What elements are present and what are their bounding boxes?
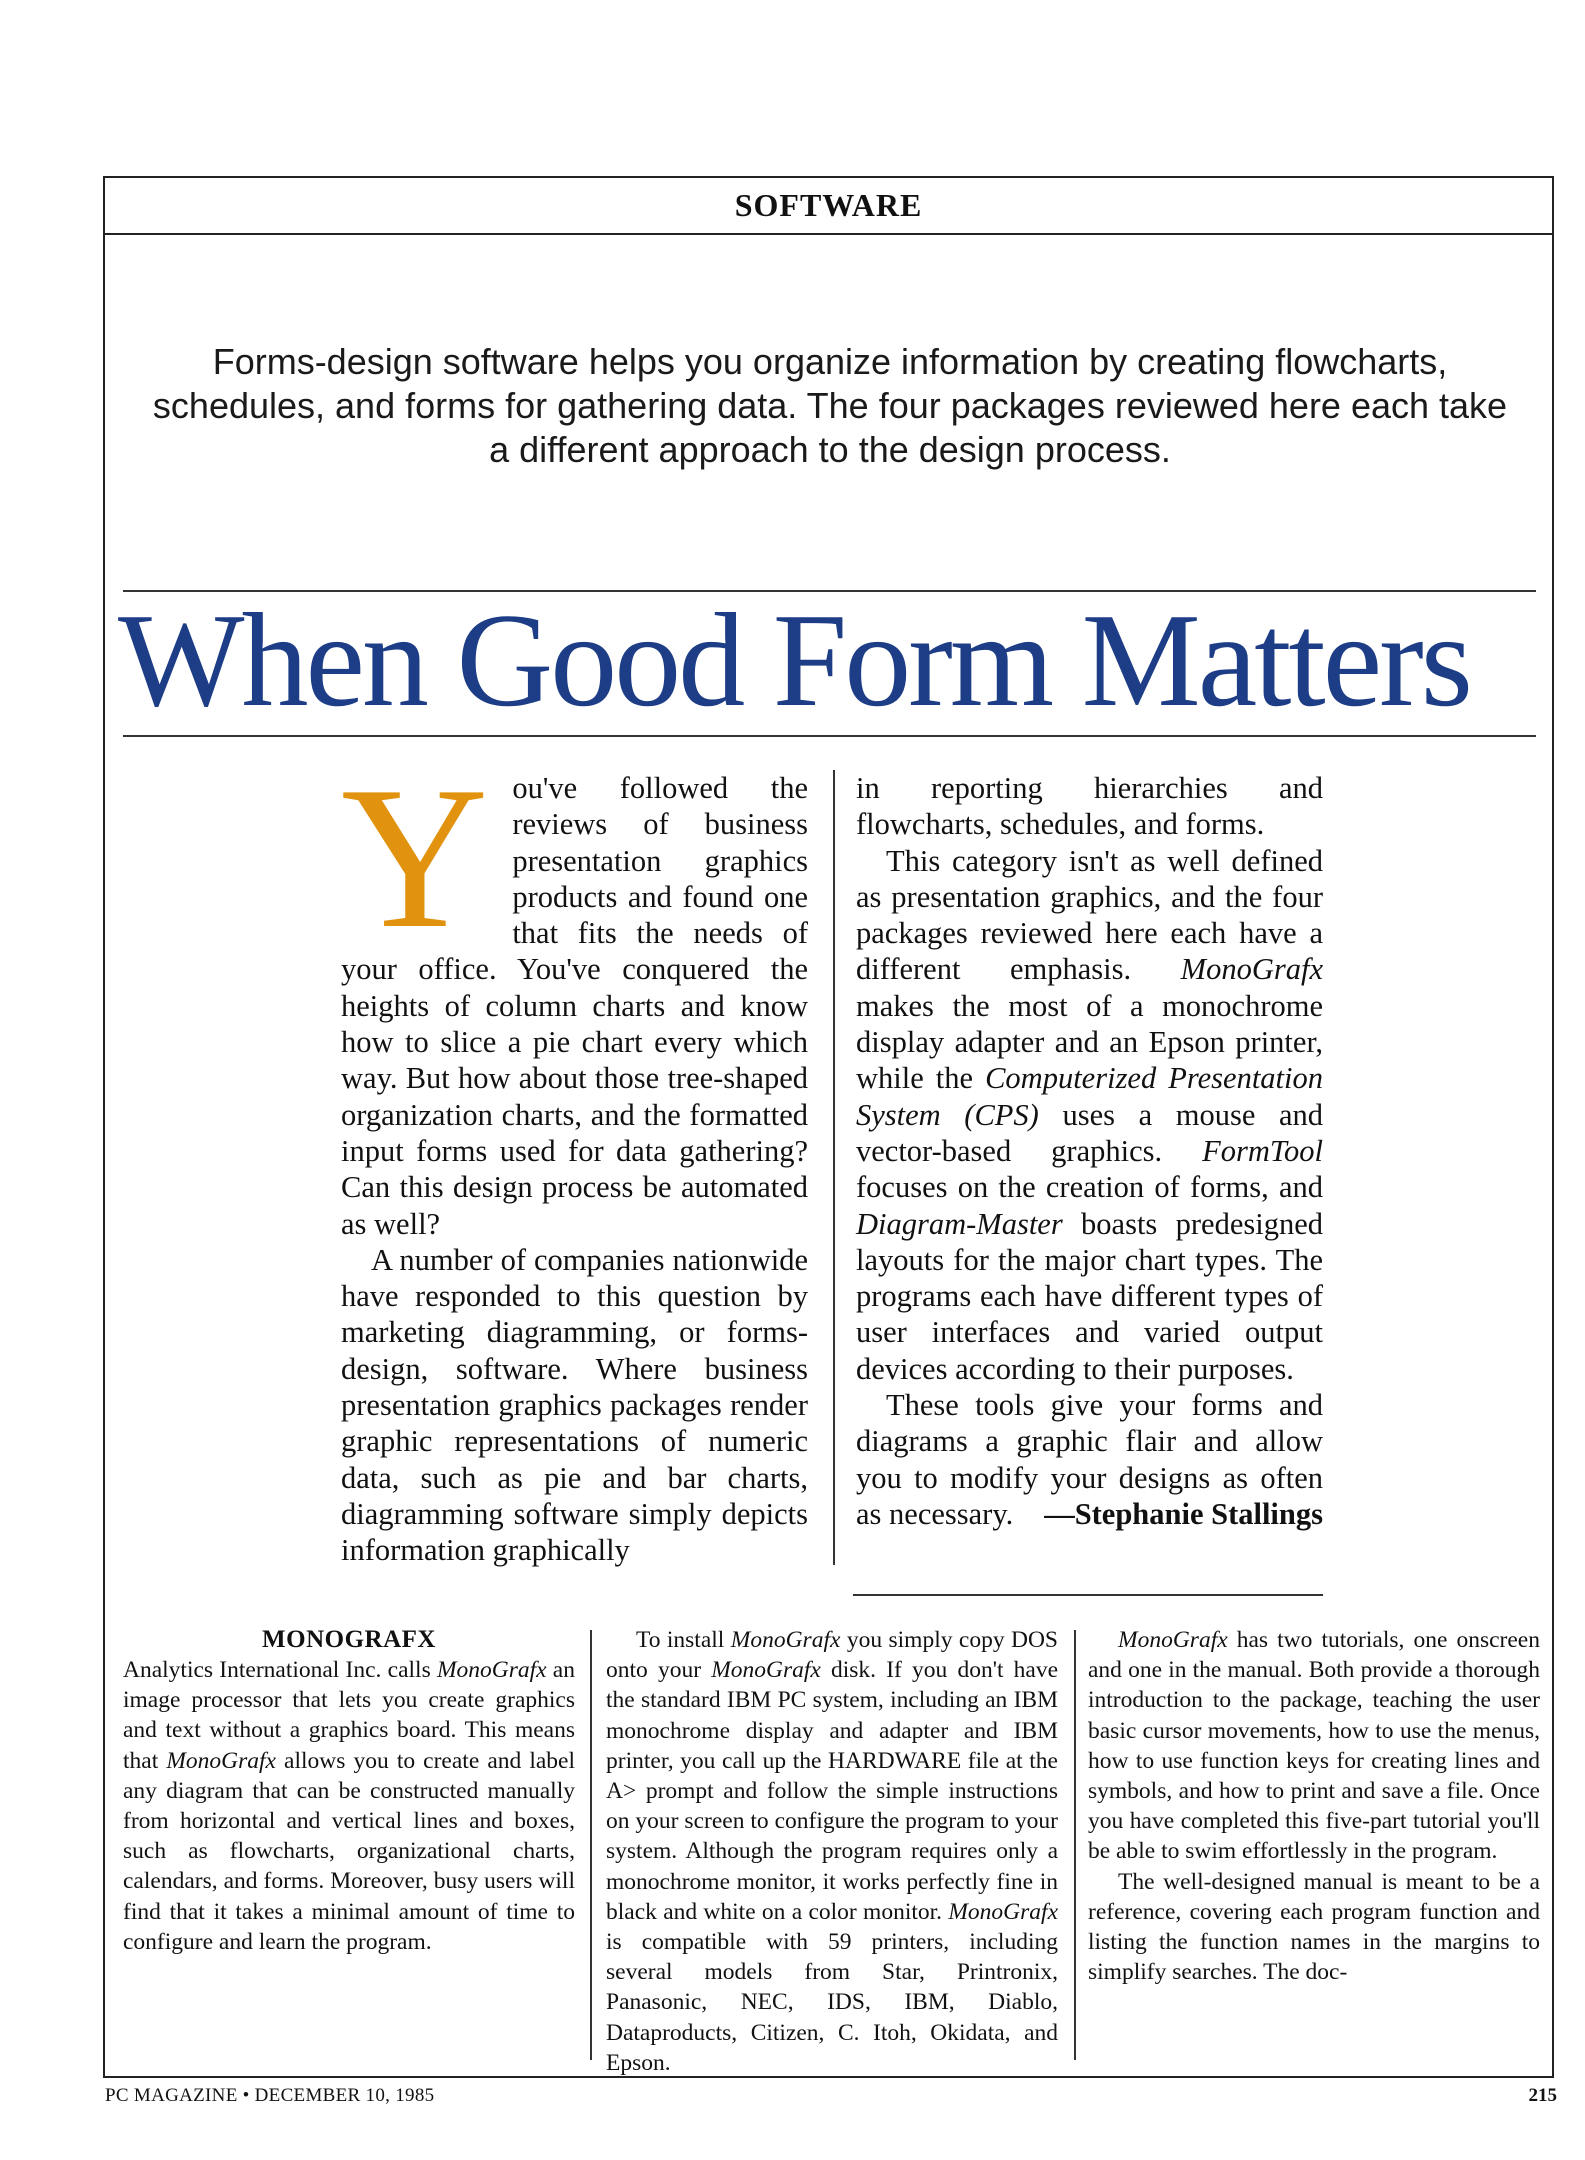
- intro-column-2: [856, 770, 1323, 1532]
- intro-paragraph-2: A number of companies nationwide have responded to this question by marketing diagramming, or forms-design, software. Where business presentation graphics packages render graphic representations of numeric data, such as pie and bar charts, diagramming software simply depicts information graphically: [341, 1242, 808, 1568]
- drop-cap: Y: [341, 745, 489, 971]
- body-paragraph-4: The well-designed manual is meant to be a reference, covering each program function and listing the function names in the margins to simplify searches. The doc-: [1088, 1868, 1540, 1986]
- body-divider-1: [590, 1630, 592, 2060]
- body-paragraph-3: MonoGrafx has two tutorials, one onscreen and one in the manual. Both provide a thorough introduction to the package, teaching the user basic cursor movements, how to use the menus, how to use function keys for creating lines and symbols, and how to print and save a file. Once you have completed this five-part tutorial you'll be able to swim effortlessly in the program.: [1088, 1627, 1540, 1865]
- intro-paragraph-3: in reporting hierarchies and flowcharts, schedules, and forms.: [856, 771, 1323, 842]
- body-column-1: [123, 1625, 575, 1957]
- intro-end-rule: [853, 1594, 1323, 1596]
- footer-publication: PC MAGAZINE • DECEMBER 10, 1985: [105, 2085, 435, 2106]
- body-paragraph-1: Analytics International Inc. calls MonoGrafx an image processor that lets you create graphics and text without a graphics board. This means that MonoGrafx allows you to create and label any diagram that can be constructed manually from horizontal and vertical lines and boxes, such as flowcharts, organizational charts, calendars, and forms. Moreover, busy users will find that it takes a minimal amount of time to configure and learn the program.: [123, 1657, 575, 1955]
- article-headline: When Good Form Matters: [118, 586, 1470, 734]
- body-column-3: [1088, 1625, 1540, 1987]
- article-deck: Forms-design software helps you organize information by creating flowcharts, schedules, and forms for gathering data. The four packages reviewed here each take a different approach to the design process.: [152, 341, 1508, 470]
- headline-bottom-rule: [123, 735, 1536, 737]
- intro-column-1: [341, 745, 808, 1569]
- page-number: 215: [1528, 2085, 1557, 2106]
- body-column-2: [606, 1625, 1058, 2078]
- body-divider-2: [1074, 1630, 1076, 2060]
- intro-column-divider: [833, 770, 835, 1565]
- body-paragraph-2: To install MonoGrafx you simply copy DOS onto your MonoGrafx disk. If you don't have the standard IBM PC system, including an IBM monochrome display and adapter and IBM printer, you call up the HARDWARE file at the A> prompt and follow the simple instructions on your screen to configure the program to your system. Although the program requires only a monochrome monitor, it works perfectly fine in black and white on a color monitor. MonoGrafx is compatible with 59 printers, including several models from Star, Printronix, Panasonic, NEC, IDS, IBM, Diablo, Dataproducts, Citizen, C. Itoh, Okidata, and Epson.: [606, 1627, 1058, 2076]
- section-label: SOFTWARE: [105, 178, 1552, 235]
- intro-paragraph-1: You've followed the reviews of business presentation graphics products and found one that fits the needs of your office. You've conquered the heights of column charts and know how to slice a pie chart every which way. But how about those tree-shaped organization charts, and the formatted input forms used for data gathering? Can this design process be automated as well?: [341, 745, 808, 1241]
- section-subhead: MONOGRAFX: [262, 1626, 436, 1653]
- intro-paragraph-4: This category isn't as well defined as presentation graphics, and the four packages reviewed here each have a different emphasis. MonoGrafx makes the most of a monochrome display adapter and an Epson printer, while the Computerized Presentation System (CPS) uses a mouse and vector-based graphics. FormTool focuses on the creation of forms, and Diagram-Master boasts predesigned layouts for the major chart types. The programs each have different types of user interfaces and varied output devices according to their purposes.: [856, 843, 1324, 1386]
- byline: —Stephanie Stallings: [1044, 1496, 1323, 1531]
- intro-paragraph-5: These tools give your forms and diagrams a graphic flair and allow you to modify your designs as often as necessary. —Stephanie Stallings: [856, 1388, 1323, 1531]
